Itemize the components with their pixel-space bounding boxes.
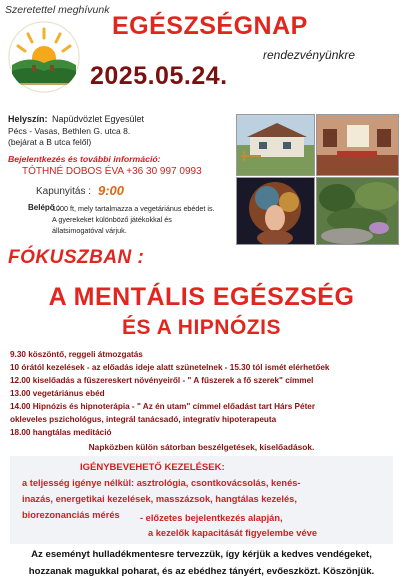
treatments-line: a kezelők kapacitását figyelembe véve (148, 528, 317, 538)
treatments-line: a teljesség igénye nélkül: asztrológia, csontkovácsolás, kenés- (22, 478, 301, 488)
treatments-title: IGÉNYBEVEHETŐ KEZELÉSEK: (80, 462, 225, 473)
event-date: 2025.05.24. (90, 62, 228, 90)
entry-text: 1000 ft, mely tartalmazza a vegetáriánus ebédet is. A gyerekeket különböző játékokkal és állatsimogatóval várjuk. (52, 204, 215, 235)
talks-note: Napközben külön sátorban beszélgetések, kiselőadások. (88, 442, 315, 452)
gate-label: Kapunyitás : (36, 186, 92, 197)
footer-line: Az eseményt hulladékmentesre tervezzük, így kérjük a kedves vendégeket, (31, 549, 372, 560)
location-address: Pécs - Vasas, Bethlen G. utca 8. (8, 126, 131, 136)
registration-contact: TÓTHNÉ DOBOS ÉVA +36 30 997 0993 (22, 166, 202, 177)
registration-label: Bejelentkezés és további információ: (8, 154, 161, 164)
sun-landscape-icon (8, 21, 80, 93)
schedule-item: 13.00 vegetáriánus ebéd (10, 389, 105, 398)
photo-building (236, 114, 315, 176)
focus-main-subtitle: ÉS A HIPNÓZIS (122, 316, 281, 339)
location-entrance: (bejárat a B utca felől) (8, 137, 92, 147)
treatments-line: biorezonanciás mérés (22, 510, 120, 520)
treatments-line: inazás, energetikai kezelések, masszázsok, hangtálas kezelés, (22, 494, 297, 504)
gate-time: 9:00 (98, 183, 125, 198)
photo-herb-garden (316, 177, 399, 245)
schedule-item: 9.30 köszöntő, reggeli átmozgatás (10, 350, 143, 359)
treatments-line: - előzetes bejelentkezés alapján, (140, 513, 283, 523)
location-name: Napüdvözlet Egyesület (52, 114, 145, 124)
schedule-item: 12.00 kiselőadás a fűszereskert növényeiről - " A fűszerek a fő szerek" címmel (10, 376, 314, 385)
focus-main-title: A MENTÁLIS EGÉSZSÉG (48, 283, 355, 311)
footer-line: hozzanak magukkal poharat, és az ebédhez tányért, evőeszközt. Köszönjük. (28, 566, 375, 577)
association-logo (8, 21, 80, 93)
photo-mind (236, 177, 315, 245)
location-label: Helyszín: (8, 114, 48, 124)
schedule-item: 14.00 Hipnózis és hipnoterápia - " Az én utam" címmel előadást tart Hárs Péter (10, 402, 316, 411)
photo-interior (316, 114, 399, 176)
schedule-item: 10 órától kezelések - az előadás ideje alatt szünetelnek - 15.30 tól ismét elérhetőek (10, 363, 330, 372)
schedule-item: 18.00 hangtálas meditáció (10, 428, 112, 437)
invite-text: Szeretettel meghívunk (5, 4, 110, 16)
entry-label: Belépő : (28, 203, 60, 212)
focus-label: FÓKUSZBAN : (8, 247, 145, 268)
event-title: EGÉSZSÉGNAP (112, 12, 308, 40)
schedule-item: okleveles pszichológus, integrál tanácsadó, integratív hipoterapeuta (10, 415, 277, 424)
event-subtitle: rendezvényünkre (263, 48, 356, 62)
